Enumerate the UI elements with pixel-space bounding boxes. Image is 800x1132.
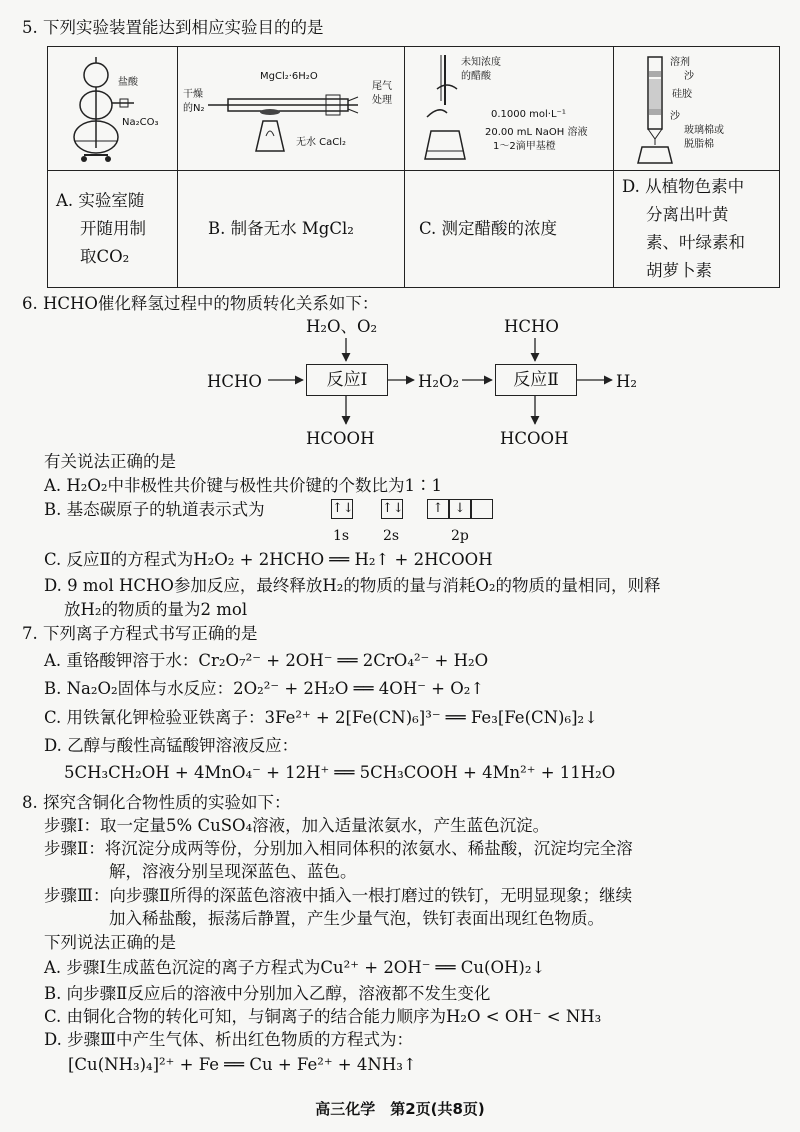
q8-stem: 8. 探究含铜化合物性质的实验如下： — [22, 793, 291, 812]
q7-option-a: A. 重铬酸钾溶于水：Cr₂O₇²⁻ + 2OH⁻ ══ 2CrO₄²⁻ + H₂O — [44, 651, 489, 670]
r2-output: HCOOH — [500, 429, 569, 448]
label-na2co3: Na₂CO₃ — [122, 117, 159, 128]
orbital-label-1s: 1s — [333, 528, 350, 544]
orbital-2p-3 — [471, 499, 493, 519]
q6-option-a: A. H₂O₂中非极性共价键与极性共价键的个数比为1∶1 — [44, 476, 443, 495]
q6-option-d-line1: D. 9 mol HCHO参加反应，最终释放H₂的物质的量与消耗O₂的物质的量相同，则释 — [44, 576, 661, 595]
q6-prompt: 有关说法正确的是 — [44, 452, 176, 471]
orbital-2s: ↑↓ — [381, 499, 403, 519]
orbital-2p-1: ↑ — [427, 499, 449, 519]
label-mgcl2: MgCl₂·6H₂O — [260, 71, 318, 82]
page-footer: 高三化学 第2页(共8页) — [315, 1100, 485, 1118]
q5-option-c: C. 测定醋酸的浓度 — [405, 171, 614, 288]
label-sand-top: 沙 — [684, 71, 694, 82]
label-hcl: 盐酸 — [118, 77, 138, 88]
q7-option-d-line2: 5CH₃CH₂OH + 4MnO₄⁻ + 12H⁺ ══ 5CH₃COOH + 4Mn²⁺ + 11H₂O — [64, 763, 616, 782]
r2-input: HCHO — [504, 317, 559, 336]
q8-step3-line2: 加入稀盐酸，振荡后静置，产生少量气泡，铁钉表面出现红色物质。 — [109, 909, 604, 928]
r1-output: HCOOH — [306, 429, 375, 448]
q6-option-b: B. 基态碳原子的轨道表示式为 — [44, 500, 265, 519]
q8-option-d-line2: [Cu(NH₃)₄]²⁺ + Fe ══ Cu + Fe²⁺ + 4NH₃↑ — [68, 1055, 417, 1074]
q6-option-c: C. 反应Ⅱ的方程式为H₂O₂ + 2HCHO ══ H₂↑ + 2HCOOH — [44, 550, 493, 569]
label-dry: 干燥 — [183, 89, 203, 100]
q7-stem: 7. 下列离子方程式书写正确的是 — [22, 624, 258, 643]
label-cacl2: 无水 CaCl₂ — [296, 137, 347, 148]
orbital-label-2s: 2s — [383, 528, 400, 544]
label-unknown-2: 的醋酸 — [461, 71, 491, 82]
q8-option-d-line1: D. 步骤Ⅲ中产生气体、析出红色物质的方程式为： — [44, 1030, 414, 1049]
q8-step2-line2: 解，溶液分别呈现深蓝色、蓝色。 — [109, 862, 357, 881]
label-silica: 硅胶 — [672, 89, 692, 100]
label-glass-wool-1: 玻璃棉或 — [684, 125, 724, 136]
q6-arrows — [0, 0, 800, 460]
label-tail-2: 处理 — [372, 95, 392, 106]
orbital-2p-2: ↓ — [449, 499, 471, 519]
mid-species: H₂O₂ — [418, 372, 460, 391]
q8-option-a: A. 步骤Ⅰ生成蓝色沉淀的离子方程式为Cu²⁺ + 2OH⁻ ══ Cu(OH)₂↓ — [44, 958, 546, 977]
label-n2: 的N₂ — [183, 103, 205, 114]
q7-option-c: C. 用铁氰化钾检验亚铁离子：3Fe²⁺ + 2[Fe(CN)₆]³⁻ ══ Fe₃[Fe(CN)₆]₂↓ — [44, 708, 598, 727]
label-glass-wool-2: 脱脂棉 — [684, 139, 714, 150]
label-sand-bottom: 沙 — [670, 111, 680, 122]
end-species: H₂ — [616, 372, 638, 391]
q8-step2-line1: 步骤Ⅱ：将沉淀分成两等份，分别加入相同体积的浓氨水、稀盐酸，沉淀均完全溶 — [44, 839, 633, 858]
q5-stem: 5. 下列实验装置能达到相应实验目的的是 — [22, 18, 324, 37]
reaction-1-box: 反应Ⅰ — [306, 364, 388, 396]
q5-option-d: D. 从植物色素中 分离出叶黄 素、叶绿素和 胡萝卜素 — [614, 171, 780, 288]
q8-option-b: B. 向步骤Ⅱ反应后的溶液中分别加入乙醇，溶液都不发生变化 — [44, 984, 491, 1003]
q5-option-a: A. 实验室随 开随用制 取CO₂ — [48, 171, 178, 288]
label-tail-1: 尾气 — [372, 81, 392, 92]
orbital-label-2p: 2p — [451, 528, 469, 544]
q8-step3-line1: 步骤Ⅲ：向步骤Ⅱ所得的深蓝色溶液中插入一根打磨过的铁钉，无明显现象；继续 — [44, 886, 633, 905]
label-eluent: 溶剂 — [670, 57, 690, 68]
orbital-1s: ↑↓ — [331, 499, 353, 519]
r1-input: H₂O、O₂ — [306, 317, 378, 336]
q7-option-b: B. Na₂O₂固体与水反应：2O₂²⁻ + 2H₂O ══ 4OH⁻ + O₂↑ — [44, 679, 485, 698]
label-naoh-vol: 20.00 mL NaOH 溶液 — [485, 127, 588, 138]
start-species: HCHO — [207, 372, 262, 391]
q6-option-d-line2: 放H₂的物质的量为2 mol — [64, 600, 248, 619]
q8-option-c: C. 由铜化合物的转化可知，与铜离子的结合能力顺序为H₂O < OH⁻ < NH₃ — [44, 1007, 602, 1026]
label-unknown-1: 未知浓度 — [461, 57, 501, 68]
q8-step1: 步骤Ⅰ：取一定量5% CuSO₄溶液，加入适量浓氨水，产生蓝色沉淀。 — [44, 816, 550, 835]
q8-prompt: 下列说法正确的是 — [44, 933, 176, 952]
q7-option-d-line1: D. 乙醇与酸性高锰酸钾溶液反应： — [44, 736, 299, 755]
q5-option-b: B. 制备无水 MgCl₂ — [178, 171, 405, 288]
label-indicator: 1～2滴甲基橙 — [493, 141, 556, 152]
label-naoh-conc: 0.1000 mol·L⁻¹ — [491, 109, 566, 120]
reaction-2-box: 反应Ⅱ — [495, 364, 577, 396]
q6-stem: 6. HCHO催化释氢过程中的物质转化关系如下： — [22, 294, 379, 313]
